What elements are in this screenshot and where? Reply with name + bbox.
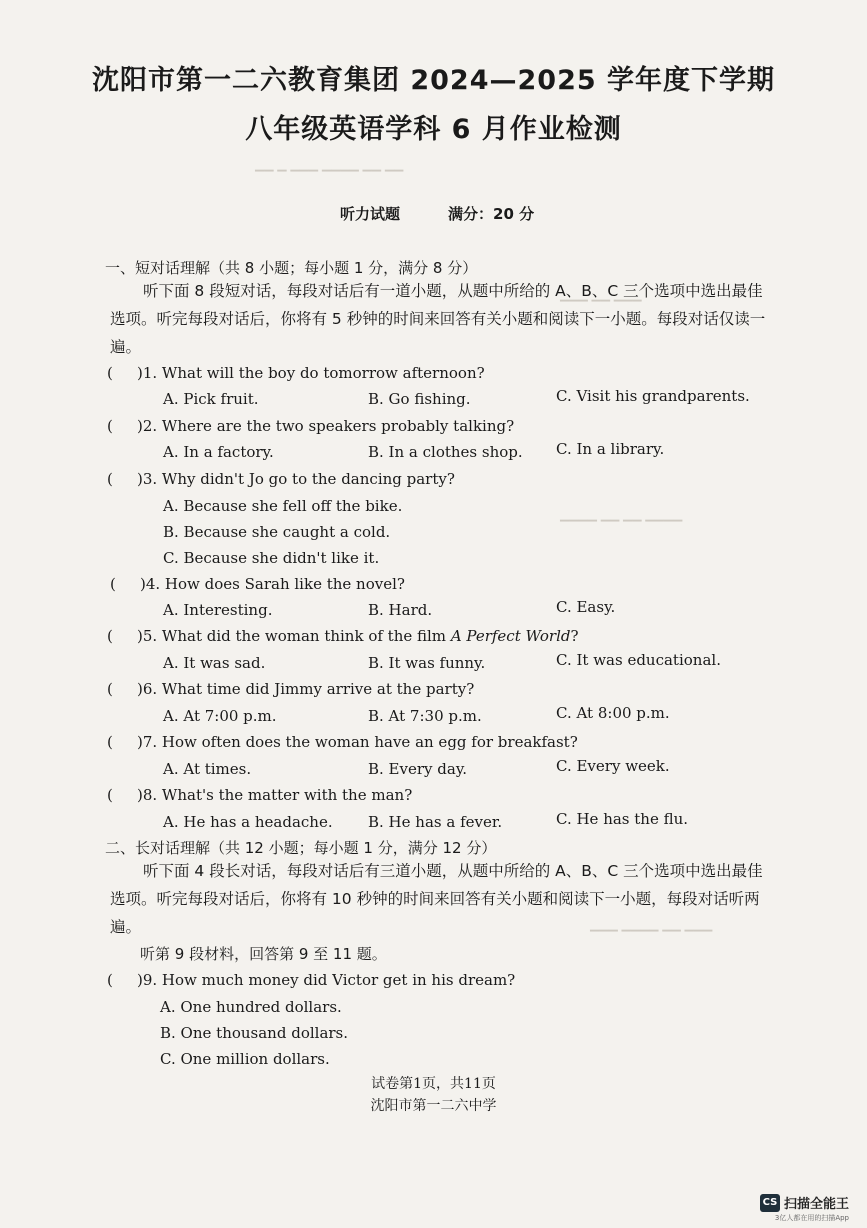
question-6: ( )6. What time did Jimmy arrive at the party?	[107, 680, 475, 698]
question-4: ( )4. How does Sarah like the novel?	[110, 575, 405, 593]
question-9: ( )9. How much money did Victor get in his dream?	[107, 971, 516, 989]
option-c: C. It was educational.	[556, 651, 721, 669]
option-b: B. Because she caught a cold.	[163, 523, 391, 541]
option-c: C. Visit his grandparents.	[556, 387, 750, 405]
option-c: C. At 8:00 p.m.	[556, 704, 670, 722]
option-c: C. Every week.	[556, 757, 670, 775]
full-score: 满分：20 分	[448, 205, 535, 223]
option-b: B. One thousand dollars.	[160, 1024, 349, 1042]
listening-subtitle	[340, 203, 534, 224]
option-b: B. It was funny.	[368, 654, 486, 672]
scanner-app-name: 扫描全能王	[783, 1197, 849, 1212]
question-text: )8. What's the matter with the man?	[137, 786, 413, 804]
exam-title-line1: 沈阳市第一二六教育集团 2024—2025 学年度下学期	[91, 65, 776, 96]
option-a: A. At times.	[163, 760, 252, 778]
option-c: C. One million dollars.	[160, 1050, 330, 1068]
page-number: 试卷第1页，共11页	[371, 1076, 496, 1092]
option-b: B. Go fishing.	[368, 390, 471, 408]
section2-instructions: 听下面 4 段长对话，每段对话后有三道小题，从题中所给的 A、B、C 三个选项中选出最佳选项。听完每段对话后，你将有 10 秒钟的时间来回答有关小题和阅读下一小题，每段对话听两遍。	[110, 862, 763, 936]
option-a: A. At 7:00 p.m.	[163, 707, 277, 725]
question-7: ( )7. How often does the woman have an egg for breakfast?	[107, 733, 578, 751]
school-name: 沈阳市第一二六中学	[370, 1098, 497, 1114]
question-1: ( )1. What will the boy do tomorrow afternoon?	[107, 364, 485, 382]
section2-heading: 二、长对话理解（共 12 小题；每小题 1 分，满分 12 分）	[105, 839, 497, 857]
bleed-through-text: ▔▔▔▔ ▔▔ ▔▔ ▔▔▔▔	[560, 520, 683, 534]
option-b: B. In a clothes shop.	[368, 443, 523, 461]
question-5: ( )5. What did the woman think of the film A Perfect World?	[107, 627, 579, 645]
question-text: )9. How much money did Victor get in his dream?	[137, 971, 516, 989]
question-3: ( )3. Why didn't Jo go to the dancing party?	[107, 470, 455, 488]
option-a: A. It was sad.	[163, 654, 266, 672]
option-b: B. Every day.	[368, 760, 468, 778]
section1-heading: 一、短对话理解（共 8 小题；每小题 1 分，满分 8 分）	[105, 259, 478, 277]
question-text: )4. How does Sarah like the novel?	[140, 575, 405, 593]
option-c: C. In a library.	[556, 440, 665, 458]
question-text: )3. Why didn't Jo go to the dancing party?	[137, 470, 455, 488]
bleed-through-text: ▔▔ ▔ ▔▔▔ ▔▔▔▔ ▔▔ ▔▔	[255, 170, 404, 184]
question-text: )1. What will the boy do tomorrow afternoon?	[137, 364, 485, 382]
question-2: ( )2. Where are the two speakers probably talking?	[107, 417, 515, 435]
camscanner-logo-icon: CS	[760, 1194, 780, 1212]
option-a: A. In a factory.	[163, 443, 274, 461]
option-b: B. He has a fever.	[368, 813, 503, 831]
option-b: B. At 7:30 p.m.	[368, 707, 482, 725]
part-name: 听力试题	[340, 205, 401, 223]
option-c: C. Because she didn't like it.	[163, 549, 380, 567]
option-c: C. Easy.	[556, 598, 616, 616]
bleed-through-text: ▔▔▔ ▔▔▔▔ ▔▔ ▔▔▔	[590, 930, 713, 944]
film-title: A Perfect World	[450, 627, 571, 645]
section1-instructions: 听下面 8 段短对话，每段对话后有一道小题，从题中所给的 A、B、C 三个选项中选出最佳选项。听完每段对话后，你将有 5 秒钟的时间来回答有关小题和阅读下一小题。每段对话仅读一遍。	[110, 282, 766, 356]
question-text: )7. How often does the woman have an egg for breakfast?	[137, 733, 578, 751]
question-text: )2. Where are the two speakers probably talking?	[137, 417, 515, 435]
question-text: )5. What did the woman think of the film	[137, 627, 451, 645]
option-a: A. He has a headache.	[163, 813, 333, 831]
exam-title-line2: 八年级英语学科 6 月作业检测	[245, 114, 622, 145]
bleed-through-text: ▔▔▔ ▔▔ ▔▔▔	[560, 300, 642, 314]
question-text: )6. What time did Jimmy arrive at the party?	[137, 680, 475, 698]
option-b: B. Hard.	[368, 601, 433, 619]
option-a: A. One hundred dollars.	[160, 998, 342, 1016]
scanner-watermark	[760, 1193, 849, 1222]
material-note: 听第 9 段材料，回答第 9 至 11 题。	[140, 945, 387, 963]
option-a: A. Interesting.	[163, 601, 273, 619]
option-c: C. He has the flu.	[556, 810, 689, 828]
scanner-tagline: 3亿人都在用的扫描App	[774, 1214, 849, 1222]
question-8: ( )8. What's the matter with the man?	[107, 786, 413, 804]
option-a: A. Because she fell off the bike.	[163, 497, 403, 515]
option-a: A. Pick fruit.	[163, 390, 259, 408]
